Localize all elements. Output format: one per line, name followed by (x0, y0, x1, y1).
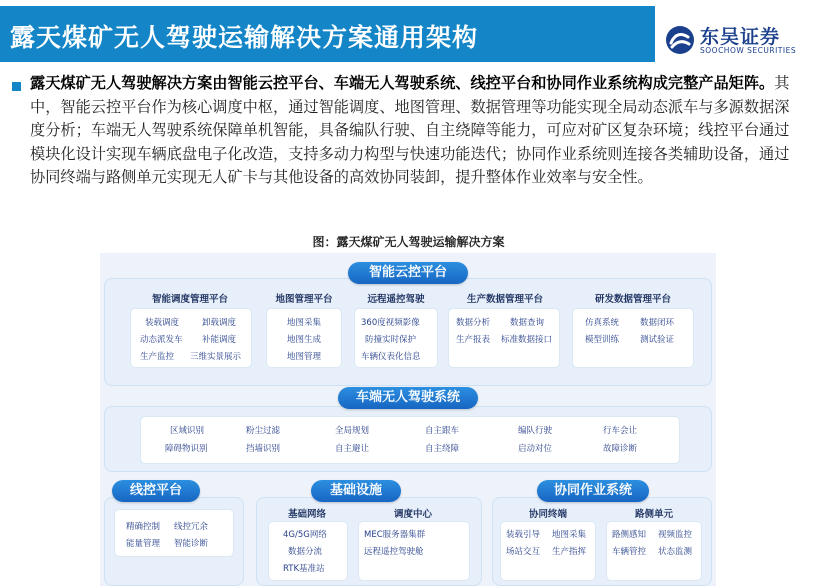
cloud-module-title: 智能调度管理平台 (151, 294, 228, 305)
cloud-item: 测试验证 (640, 335, 675, 345)
coop-item: 视频监控 (658, 530, 693, 540)
cloud-item: 标准数据接口 (501, 335, 553, 345)
vehicle-item: 全局规划 (335, 426, 370, 436)
page-title: 露天煤矿无人驾驶运输解决方案通用架构 (10, 23, 479, 52)
cloud-item: 车辆仪表化信息 (361, 352, 421, 362)
vehicle-item: 自主跟车 (425, 426, 460, 436)
cloud-item: 仿真系统 (585, 318, 620, 328)
vehicle-item: 障碍物识别 (165, 444, 208, 454)
figure-caption: 图：露天煤矿无人驾驶运输解决方案 (312, 235, 505, 249)
coop-item: 路侧感知 (612, 530, 647, 540)
summary-paragraph (30, 72, 802, 190)
cloud-module-title: 生产数据管理平台 (466, 294, 543, 305)
logo-name-cn: 东吴证券 (700, 26, 781, 48)
cloud-module-title: 研发数据管理平台 (594, 294, 671, 305)
soochow-logo (664, 22, 814, 62)
cloud-item: 装载调度 (145, 318, 180, 328)
cloud-module-title: 地图管理平台 (275, 294, 333, 305)
coop-system-title: 协同作业系统 (537, 480, 649, 502)
coop-item: 状态监测 (658, 547, 693, 557)
vehicle-item: 行车会让 (603, 426, 638, 436)
vehicle-item: 编队行驶 (518, 426, 553, 436)
infra-item: 4G/5G网络 (283, 530, 327, 540)
coop-module-title: 协同终端 (528, 509, 567, 520)
cloud-item: 补能调度 (202, 335, 237, 345)
cloud-item: 数据查询 (510, 318, 545, 328)
wire-items-box (114, 509, 234, 557)
vehicle-system-title: 车端无人驾驶系统 (338, 387, 478, 409)
vehicle-item: 自主避让 (335, 444, 370, 454)
summary-bold-lead: 露天煤矿无人驾驶解决方案由智能云控平台、车端无人驾驶系统、线控平台和协同作业系统构成完整产品矩阵。 (30, 74, 775, 92)
infra-module-title: 基础网络 (287, 509, 326, 520)
cloud-item: 数据分析 (456, 318, 491, 328)
bullet-square-icon (12, 82, 21, 91)
wire-item: 能量管理 (126, 539, 161, 549)
cloud-item: 地图采集 (287, 318, 322, 328)
cloud-item: 地图生成 (287, 335, 322, 345)
coop-module-title: 路侧单元 (634, 509, 673, 520)
cloud-item: 生产报表 (456, 335, 491, 345)
cloud-item: 卸载调度 (202, 318, 237, 328)
infra-item: RTK基准站 (283, 564, 325, 574)
coop-item: 车辆管控 (612, 547, 647, 557)
cloud-item: 360度视频影像 (361, 318, 420, 328)
wire-item: 智能诊断 (174, 539, 209, 549)
logo-name-en: SOOCHOW SECURITIES (700, 46, 797, 55)
infra-item: 数据分流 (288, 547, 323, 557)
coop-item: 装载引导 (506, 530, 541, 540)
summary-body: 其中，智能云控平台作为核心调度中枢，通过智能调度、地图管理、数据管理等功能实现全局动态派车与多源数据深度分析；车端无人驾驶系统保障单机智能，具备编队行驶、自主绕障等能力，可应对矿区复杂环境；线控平台通过模块化设计实现车辆底盘电子化改造，支持多动力构型与快速功能迭代；协同作业系统则连接各类辅助设备，通过协同终端与路侧单元实现无人矿卡与其他设备的高效协同装卸，提升整体作业效率与安全性。 (30, 74, 790, 186)
wire-platform-title: 线控平台 (112, 480, 200, 502)
cloud-item: 生产监控 (140, 352, 175, 362)
wire-item: 线控冗余 (174, 522, 209, 532)
soochow-logo-icon (664, 24, 696, 56)
coop-item: 地图采集 (552, 530, 587, 540)
infra-module-title: 调度中心 (393, 509, 432, 520)
vehicle-item: 挡墙识别 (246, 444, 281, 454)
vehicle-items-box (140, 416, 680, 464)
cloud-item: 三维实景展示 (190, 352, 242, 362)
cloud-platform-title: 智能云控平台 (348, 262, 468, 284)
architecture-diagram (100, 253, 716, 586)
cloud-item: 防撞实时保护 (365, 335, 417, 345)
coop-item: 场站交互 (506, 547, 541, 557)
coop-item: 生产指挥 (552, 547, 587, 557)
infra-item: MEC服务器集群 (364, 530, 426, 540)
vehicle-item: 启动对位 (518, 444, 553, 454)
cloud-item: 动态派发车 (140, 335, 183, 345)
cloud-item: 数据闭环 (640, 318, 675, 328)
wire-item: 精确控制 (126, 522, 161, 532)
vehicle-item: 故障诊断 (603, 444, 638, 454)
infra-item: 远程遥控驾驶舱 (364, 547, 424, 557)
cloud-item: 模型训练 (585, 335, 620, 345)
vehicle-item: 自主绕障 (425, 444, 460, 454)
vehicle-item: 粉尘过滤 (246, 426, 281, 436)
cloud-item: 地图管理 (287, 352, 322, 362)
infrastructure-title: 基础设施 (311, 480, 401, 502)
header-bar (0, 6, 655, 62)
cloud-module-title: 远程遥控驾驶 (367, 294, 425, 305)
vehicle-item: 区域识别 (170, 426, 205, 436)
